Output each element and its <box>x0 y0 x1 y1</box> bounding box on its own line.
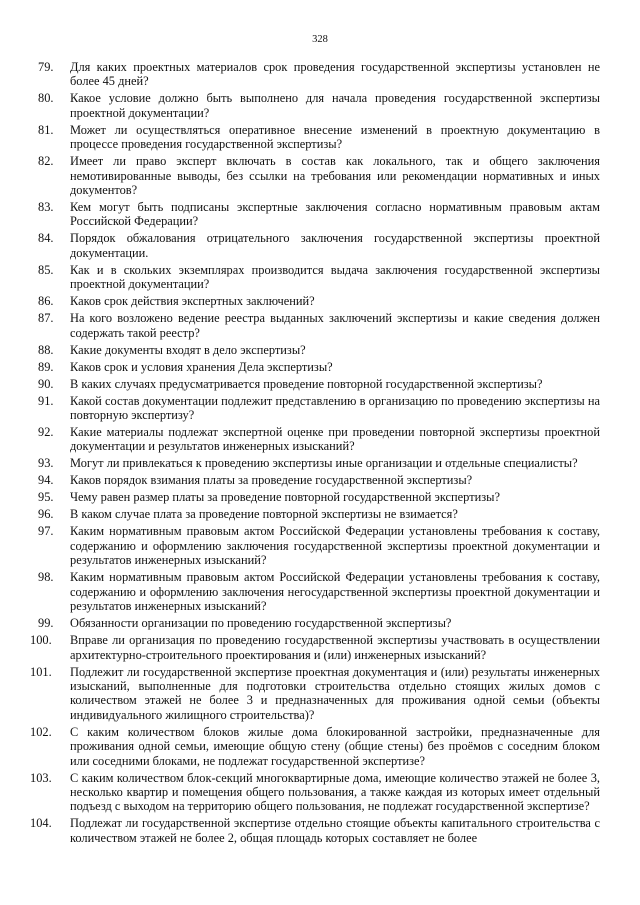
question-number: 82. <box>38 154 54 169</box>
question-item <box>30 473 600 487</box>
question-item <box>30 665 600 723</box>
question-text: С каким количеством блок-секций многоквартирные дома, имеющие количество этажей не более 3, несколько квартир и помещения общего пользования, а также каждая из которых имеет отдельный подъезд с выходом на территорию общего пользования, не подлежат государственной экспертизе? <box>70 770 600 814</box>
question-number: 79. <box>38 60 54 74</box>
question-item <box>30 633 600 662</box>
question-item <box>30 200 600 229</box>
question-item <box>30 91 600 120</box>
question-text: Обязанности организации по проведению государственной экспертизы? <box>70 616 452 631</box>
question-number: 80. <box>38 91 54 106</box>
question-number: 91. <box>38 393 54 408</box>
question-item <box>30 377 600 391</box>
question-number: 98. <box>38 570 54 585</box>
question-number: 95. <box>38 490 54 505</box>
question-text: Подлежит ли государственной экспертизе проектная документация и (или) результаты инженерных изысканий, выполненные для подготовки строительства отдельно стоящих жилых домов с количеством этажей не более 3 и предназначенных для проживания одной семьи (объекты индивидуального жилищного строительства)? <box>70 664 600 722</box>
question-number: 92. <box>38 425 54 440</box>
question-number: 88. <box>38 342 54 357</box>
question-text: Порядок обжалования отрицательного заключения государственной экспертизы проектной документации. <box>70 231 600 260</box>
question-item <box>30 60 600 89</box>
question-number: 101. <box>30 664 52 679</box>
question-item <box>30 725 600 768</box>
question-text: Может ли осуществляться оперативное внесение изменений в проектную документацию в процессе проведения государственной экспертизы? <box>70 122 600 152</box>
question-item <box>30 456 600 470</box>
question-text: Подлежат ли государственной экспертизе отдельно стоящие объекты капитального строительства с количеством этажей не более 2, общая площадь которых составляет не более <box>70 816 600 845</box>
question-text: Какие документы входят в дело экспертизы? <box>70 342 306 357</box>
question-number: 100. <box>30 633 52 648</box>
question-text: В каком случае плата за проведение повторной экспертизы не взимается? <box>70 507 458 522</box>
question-text: Каков срок и условия хранения Дела экспертизы? <box>70 359 333 374</box>
question-number: 87. <box>38 311 54 326</box>
question-text: Кем могут быть подписаны экспертные заключения согласно нормативным правовым актам Российской Федерации? <box>70 200 600 229</box>
question-number: 83. <box>38 200 54 215</box>
question-number: 86. <box>38 294 54 309</box>
page-number: 328 <box>312 34 328 45</box>
question-number: 103. <box>30 770 52 785</box>
question-text: Какой состав документации подлежит представлению в организацию по проведению экспертизы на повторную экспертизу? <box>70 393 600 423</box>
question-item <box>30 771 600 814</box>
question-item <box>30 154 600 197</box>
question-text: Вправе ли организация по проведению государственной экспертизы участвовать в осуществлении архитектурно-строительного проектирования и (или) инженерных изысканий? <box>70 633 600 662</box>
question-number: 90. <box>38 376 54 391</box>
question-item <box>30 394 600 423</box>
question-text: Каким нормативным правовым актом Российской Федерации установлены требования к составу, содержанию и оформлению заключения государственной экспертизы проектной документации и результатов инженерных изысканий? <box>70 524 600 568</box>
question-text: Имеет ли право эксперт включать в состав как локального, так и общего заключения немотивированные выводы, без ссылки на требования или рекомендации нормативных и иных документов? <box>70 154 600 198</box>
question-text: Могут ли привлекаться к проведению экспертизы иные организации и отдельные специалисты? <box>70 456 578 471</box>
question-number: 84. <box>38 231 54 246</box>
question-item <box>30 490 600 504</box>
question-item <box>30 311 600 340</box>
question-item <box>30 123 600 152</box>
question-number: 85. <box>38 262 54 277</box>
question-number: 93. <box>38 456 54 471</box>
question-text: В каких случаях предусматривается проведение повторной государственной экспертизы? <box>70 376 543 391</box>
question-number: 104. <box>30 816 52 831</box>
question-item <box>30 231 600 260</box>
question-item <box>30 616 600 630</box>
question-text: Какое условие должно быть выполнено для начала проведения государственной экспертизы проектной документации? <box>70 91 600 120</box>
question-text: Каким нормативным правовым актом Российской Федерации установлены требования к составу, содержанию и оформлению заключения негосударственной экспертизы проектной документации и результатов инженерных изысканий? <box>70 570 600 614</box>
question-number: 89. <box>38 359 54 374</box>
question-number: 99. <box>38 616 54 631</box>
question-text: На кого возложено ведение реестра выданных заключений экспертизы и какие сведения должен содержать такой реестр? <box>70 311 600 340</box>
question-text: Для каких проектных материалов срок проведения государственной экспертизы установлен не более 45 дней? <box>70 60 600 89</box>
question-text: С каким количеством блоков жилые дома блокированной застройки, предназначенные для проживания одной семьи, имеющие общую стену (общие стены) без проёмов с соседним блоком или соседними блоками, не подлежат государственной экспертизе? <box>70 724 600 768</box>
question-item <box>30 425 600 454</box>
question-number: 96. <box>38 507 54 522</box>
question-text: Какие материалы подлежат экспертной оценке при проведении повторной экспертизы проектной документации и результатов инженерных изысканий? <box>70 425 600 454</box>
question-item <box>30 507 600 521</box>
question-number: 81. <box>38 122 54 137</box>
question-item <box>30 816 600 845</box>
question-number: 94. <box>38 473 54 488</box>
question-number: 97. <box>38 524 54 539</box>
question-text: Как и в скольких экземплярах производится выдача заключения государственной экспертизы проектной документации? <box>70 262 600 292</box>
question-item <box>30 570 600 613</box>
question-item <box>30 524 600 567</box>
question-item <box>30 294 600 308</box>
question-text: Чему равен размер платы за проведение повторной государственной экспертизы? <box>70 490 500 505</box>
question-list <box>30 60 600 848</box>
question-number: 102. <box>30 724 52 739</box>
question-text: Каков порядок взимания платы за проведение государственной экспертизы? <box>70 473 473 488</box>
question-text: Каков срок действия экспертных заключений? <box>70 294 315 309</box>
question-item <box>30 263 600 292</box>
question-item <box>30 360 600 374</box>
question-item <box>30 343 600 357</box>
